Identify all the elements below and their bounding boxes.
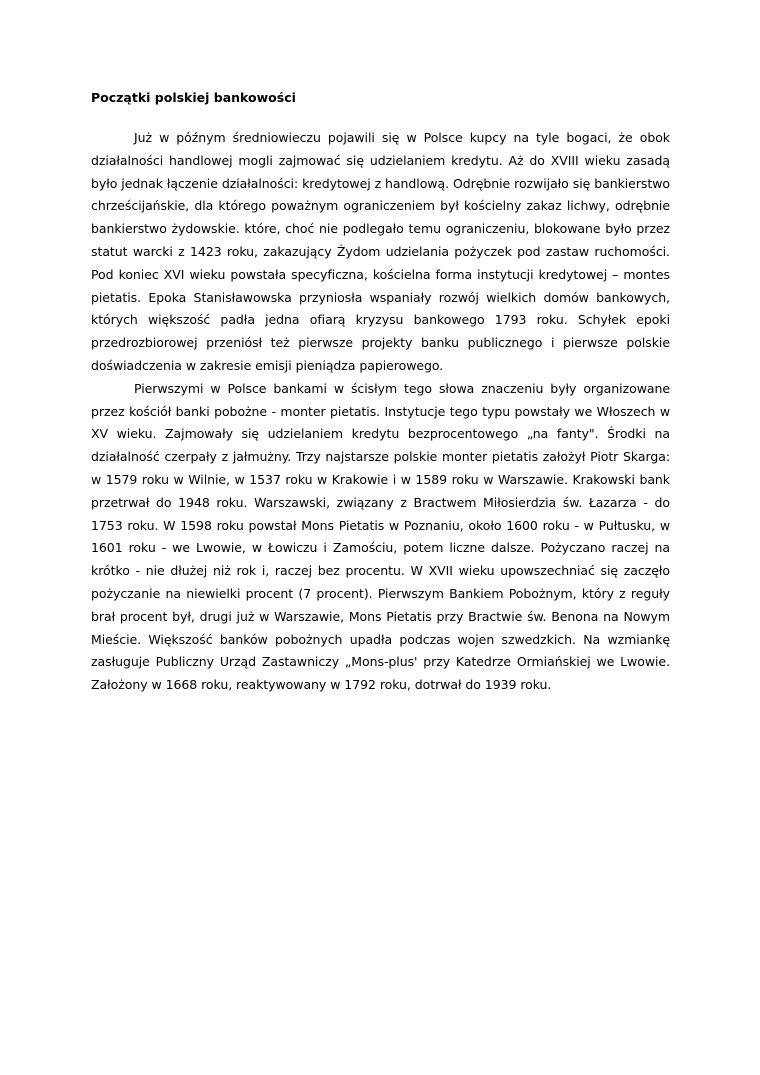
document-body <box>91 88 670 697</box>
document-title: Początki polskiej bankowości <box>91 90 296 105</box>
paragraph-2: Pierwszymi w Polsce bankami w ścisłym tego słowa znaczeniu były organizowane przez kościół banki pobożne - monter pietatis. Instytucje tego typu powstały we Włoszech w XV wieku. Zajmowały się udzielaniem kredytu bezprocentowego „na fanty". Środki na działalność czerpały z jałmużny. Trzy najstarsze polskie monter pietatis założył Piotr Skarga: w 1579 roku w Wilnie, w 1537 roku w Krakowie i w 1589 roku w Warszawie. Krakowski bank przetrwał do 1948 roku. Warszawski, związany z Bractwem Miłosierdzia św. Łazarza - do 1753 roku. W 1598 roku powstał Mons Pietatis w Poznaniu, około 1600 roku - w Pułtusku, w 1601 roku - we Lwowie, w Łowiczu i Zamościu, potem liczne dalsze. Pożyczano raczej na krótko - nie dłużej niż rok i, raczej bez procentu. W XVII wieku upowszechniać się zaczęło pożyczanie na niewielki procent (7 procent). Pierwszym Bankiem Pobożnym, który z reguły brał procent był, drugi już w Warszawie, Mons Pietatis przy Bractwie św. Benona na Nowym Mieście. Większość banków pobożnych upadła podczas wojen szwedzkich. Na wzmiankę zasługuje Publiczny Urząd Zastawniczy „Mons-plus' przy Katedrze Ormiańskiej we Lwowie. Założony w 1668 roku, reaktywowany w 1792 roku, dotrwał do 1939 roku. <box>91 380 670 693</box>
paragraph-1: Już w późnym średniowieczu pojawili się w Polsce kupcy na tyle bogaci, że obok działalności handlowej mogli zajmować się udzielaniem kredytu. Aż do XVIII wieku zasadą było jednak łączenie działalności: kredytowej z handlową. Odrębnie rozwijało się bankierstwo chrześcijańskie, dla którego poważnym ograniczeniem był kościelny zakaz lichwy, odrębnie bankierstwo żydowskie. które, choć nie podlegało temu ograniczeniu, blokowane było przez statut warcki z 1423 roku, zakazujący Żydom udzielania pożyczek pod zastaw ruchomości. Pod koniec XVI wieku powstała specyficzna, kościelna forma instytucji kredytowej – montes pietatis. Epoka Stanisławowska przyniosła wspaniały rozwój wielkich domów bankowych, których większość padła jedna ofiarą kryzysu bankowego 1793 roku. Schyłek epoki przedrozbiorowej przeniósł też pierwsze projekty banku publicznego i pierwsze polskie doświadczenia w zakresie emisji pieniądza papierowego. <box>91 130 670 373</box>
